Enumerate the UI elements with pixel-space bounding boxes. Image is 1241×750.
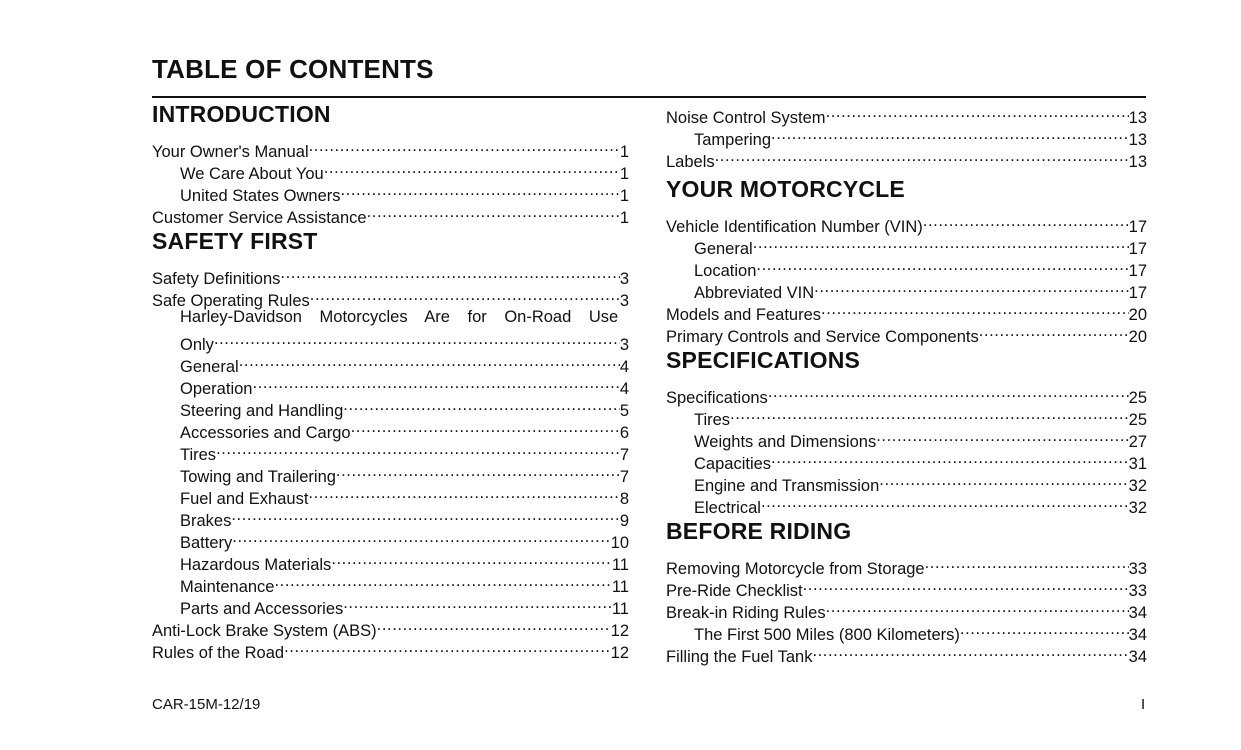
dot-leader <box>367 201 620 223</box>
entry-page: 12 <box>610 644 629 662</box>
entry-label: Tires <box>180 446 217 464</box>
toc-entry[interactable] <box>666 381 1147 407</box>
entry-page: 4 <box>619 380 629 398</box>
entry-label: Anti-Lock Brake System (ABS) <box>152 622 377 640</box>
entry-page: 32 <box>1128 477 1147 495</box>
dot-leader <box>232 526 610 548</box>
toc-entry[interactable] <box>666 425 1147 451</box>
toc-entry-wrapped-first-line[interactable] <box>152 306 629 328</box>
entry-page: 34 <box>1128 626 1147 644</box>
entry-label: Labels <box>666 153 715 171</box>
entry-label: Tires <box>694 411 731 429</box>
entry-page: 25 <box>1128 389 1147 407</box>
entry-page: 11 <box>611 600 629 618</box>
entry-label: Pre-Ride Checklist <box>666 582 803 600</box>
dot-leader <box>214 328 620 350</box>
entry-page: 13 <box>1128 109 1147 127</box>
toc-column-right <box>666 101 1147 666</box>
entry-label: Parts and Accessories <box>180 600 344 618</box>
section-entries-specifications <box>666 381 1147 517</box>
entry-label: Only <box>180 336 214 354</box>
entry-page: 33 <box>1128 582 1147 600</box>
section-title-safety-first: SAFETY FIRST <box>152 228 318 254</box>
entry-page: 3 <box>619 292 629 310</box>
entry-label: Engine and Transmission <box>694 477 880 495</box>
toc-entry[interactable] <box>666 145 1147 171</box>
entry-page: 1 <box>619 209 629 227</box>
entry-label: Accessories and Cargo <box>180 424 351 442</box>
toc-entry[interactable] <box>666 403 1147 429</box>
dot-leader <box>771 447 1129 469</box>
entry-label: Vehicle Identification Number (VIN) <box>666 218 923 236</box>
entry-label: General <box>180 358 239 376</box>
entry-label: Safety Definitions <box>152 270 281 288</box>
entry-label: Towing and Trailering <box>180 468 336 486</box>
entry-label: Primary Controls and Service Components <box>666 328 979 346</box>
dot-leader <box>925 552 1129 574</box>
toc-entry[interactable] <box>666 101 1147 127</box>
dot-leader <box>821 298 1129 320</box>
entry-page: 33 <box>1128 560 1147 578</box>
dot-leader <box>826 101 1129 123</box>
dot-leader <box>336 460 620 482</box>
dot-leader <box>343 592 612 614</box>
entry-label: We Care About You <box>180 165 324 183</box>
entry-page: 5 <box>619 402 629 420</box>
dot-leader <box>979 320 1129 342</box>
page-title: TABLE OF CONTENTS <box>152 54 434 84</box>
toc-entry[interactable] <box>152 438 629 464</box>
dot-leader <box>756 254 1128 276</box>
entry-label: Operation <box>180 380 253 398</box>
entry-page: 32 <box>1128 499 1147 517</box>
entry-page: 17 <box>1128 284 1147 302</box>
entry-page: 9 <box>619 512 629 530</box>
entry-label: Battery <box>180 534 233 552</box>
entry-page: 13 <box>1128 153 1147 171</box>
entry-page: 3 <box>619 336 629 354</box>
section-entries-before-riding <box>666 552 1147 666</box>
dot-leader <box>753 232 1129 254</box>
dot-leader <box>284 636 611 658</box>
entry-page: 20 <box>1128 328 1147 346</box>
entry-page: 17 <box>1128 262 1147 280</box>
entry-page: 25 <box>1128 411 1147 429</box>
entry-page: 7 <box>619 468 629 486</box>
section-title-introduction: INTRODUCTION <box>152 101 331 127</box>
dot-leader <box>377 614 611 636</box>
entry-page: 17 <box>1128 240 1147 258</box>
entry-label: Models and Features <box>666 306 822 324</box>
entry-page: 1 <box>619 165 629 183</box>
page-number: I <box>1141 696 1146 713</box>
entry-page: 7 <box>619 446 629 464</box>
dot-leader <box>768 381 1129 403</box>
dot-leader <box>280 262 619 284</box>
entry-label: Tampering <box>694 131 772 149</box>
entry-label: Abbreviated VIN <box>694 284 815 302</box>
entry-label: General <box>694 240 753 258</box>
section-title-before-riding: BEFORE RIDING <box>666 518 852 544</box>
entry-page: 10 <box>610 534 629 552</box>
dot-leader <box>814 276 1128 298</box>
entry-page: 34 <box>1128 648 1147 666</box>
entry-label: Removing Motorcycle from Storage <box>666 560 925 578</box>
dot-leader <box>308 482 619 504</box>
entry-label: Hazardous Materials <box>180 556 332 574</box>
entry-page: 11 <box>611 556 629 574</box>
entry-label: United States Owners <box>180 187 341 205</box>
entry-label: Steering and Handling <box>180 402 344 420</box>
dot-leader <box>231 504 619 526</box>
dot-leader <box>923 210 1129 232</box>
entry-label: Break-in Riding Rules <box>666 604 826 622</box>
dot-leader <box>960 618 1129 640</box>
entry-label: Noise Control System <box>666 109 826 127</box>
section-entries-safety-first <box>152 262 629 662</box>
entry-label-line1: Harley-Davidson Motorcycles Are for On-Road Use <box>180 308 619 326</box>
dot-leader <box>343 394 620 416</box>
toc-entry[interactable] <box>152 135 629 161</box>
toc-entry[interactable] <box>152 262 629 288</box>
entry-label: Maintenance <box>180 578 275 596</box>
entry-page: 13 <box>1128 131 1147 149</box>
entry-label: Filling the Fuel Tank <box>666 648 813 666</box>
section-title-your-motorcycle: YOUR MOTORCYCLE <box>666 176 905 202</box>
entry-page: 27 <box>1128 433 1147 451</box>
section-entries-your-motorcycle <box>666 210 1147 346</box>
dot-leader <box>761 491 1129 513</box>
toc-entry[interactable] <box>152 328 629 354</box>
entry-page: 31 <box>1128 455 1147 473</box>
dot-leader <box>309 135 620 157</box>
entry-label: Fuel and Exhaust <box>180 490 309 508</box>
entry-page: 20 <box>1128 306 1147 324</box>
entry-page: 17 <box>1128 218 1147 236</box>
entry-label: Capacities <box>694 455 772 473</box>
toc-entry[interactable] <box>152 460 629 486</box>
document-code: CAR-15M-12/19 <box>152 696 261 713</box>
entry-page: 12 <box>610 622 629 640</box>
toc-entry[interactable] <box>152 350 629 376</box>
entry-page: 11 <box>611 578 629 596</box>
dot-leader <box>715 145 1129 167</box>
entry-page: 1 <box>619 143 629 161</box>
entry-label: Weights and Dimensions <box>694 433 877 451</box>
entry-page: 3 <box>619 270 629 288</box>
dot-leader <box>239 350 620 372</box>
section-entries-introduction <box>152 135 629 227</box>
entry-page: 6 <box>619 424 629 442</box>
dot-leader <box>876 425 1128 447</box>
dot-leader <box>324 157 620 179</box>
toc-column-left <box>152 98 629 662</box>
entry-page: 34 <box>1128 604 1147 622</box>
entry-label: Electrical <box>694 499 761 517</box>
dot-leader <box>274 570 611 592</box>
entry-label: Safe Operating Rules <box>152 292 310 310</box>
dot-leader <box>351 416 620 438</box>
section-title-specifications: SPECIFICATIONS <box>666 347 861 373</box>
dot-leader <box>216 438 620 460</box>
entry-label: Your Owner's Manual <box>152 143 309 161</box>
entry-label: Brakes <box>180 512 232 530</box>
dot-leader <box>812 640 1128 662</box>
entry-page: 4 <box>619 358 629 376</box>
dot-leader <box>252 372 619 394</box>
entry-page: 1 <box>619 187 629 205</box>
dot-leader <box>331 548 612 570</box>
toc-entry[interactable] <box>666 552 1147 578</box>
dot-leader <box>826 596 1129 618</box>
entry-label: Customer Service Assistance <box>152 209 367 227</box>
dot-leader <box>310 284 620 306</box>
section-entries-continued <box>666 101 1147 171</box>
dot-leader <box>730 403 1129 425</box>
toc-entry[interactable] <box>666 210 1147 236</box>
entry-label: Specifications <box>666 389 768 407</box>
entry-label: Location <box>694 262 757 280</box>
entry-label: The First 500 Miles (800 Kilometers) <box>694 626 960 644</box>
dot-leader <box>879 469 1128 491</box>
entry-label: Rules of the Road <box>152 644 285 662</box>
dot-leader <box>341 179 620 201</box>
entry-page: 8 <box>619 490 629 508</box>
dot-leader <box>803 574 1129 596</box>
dot-leader <box>771 123 1129 145</box>
